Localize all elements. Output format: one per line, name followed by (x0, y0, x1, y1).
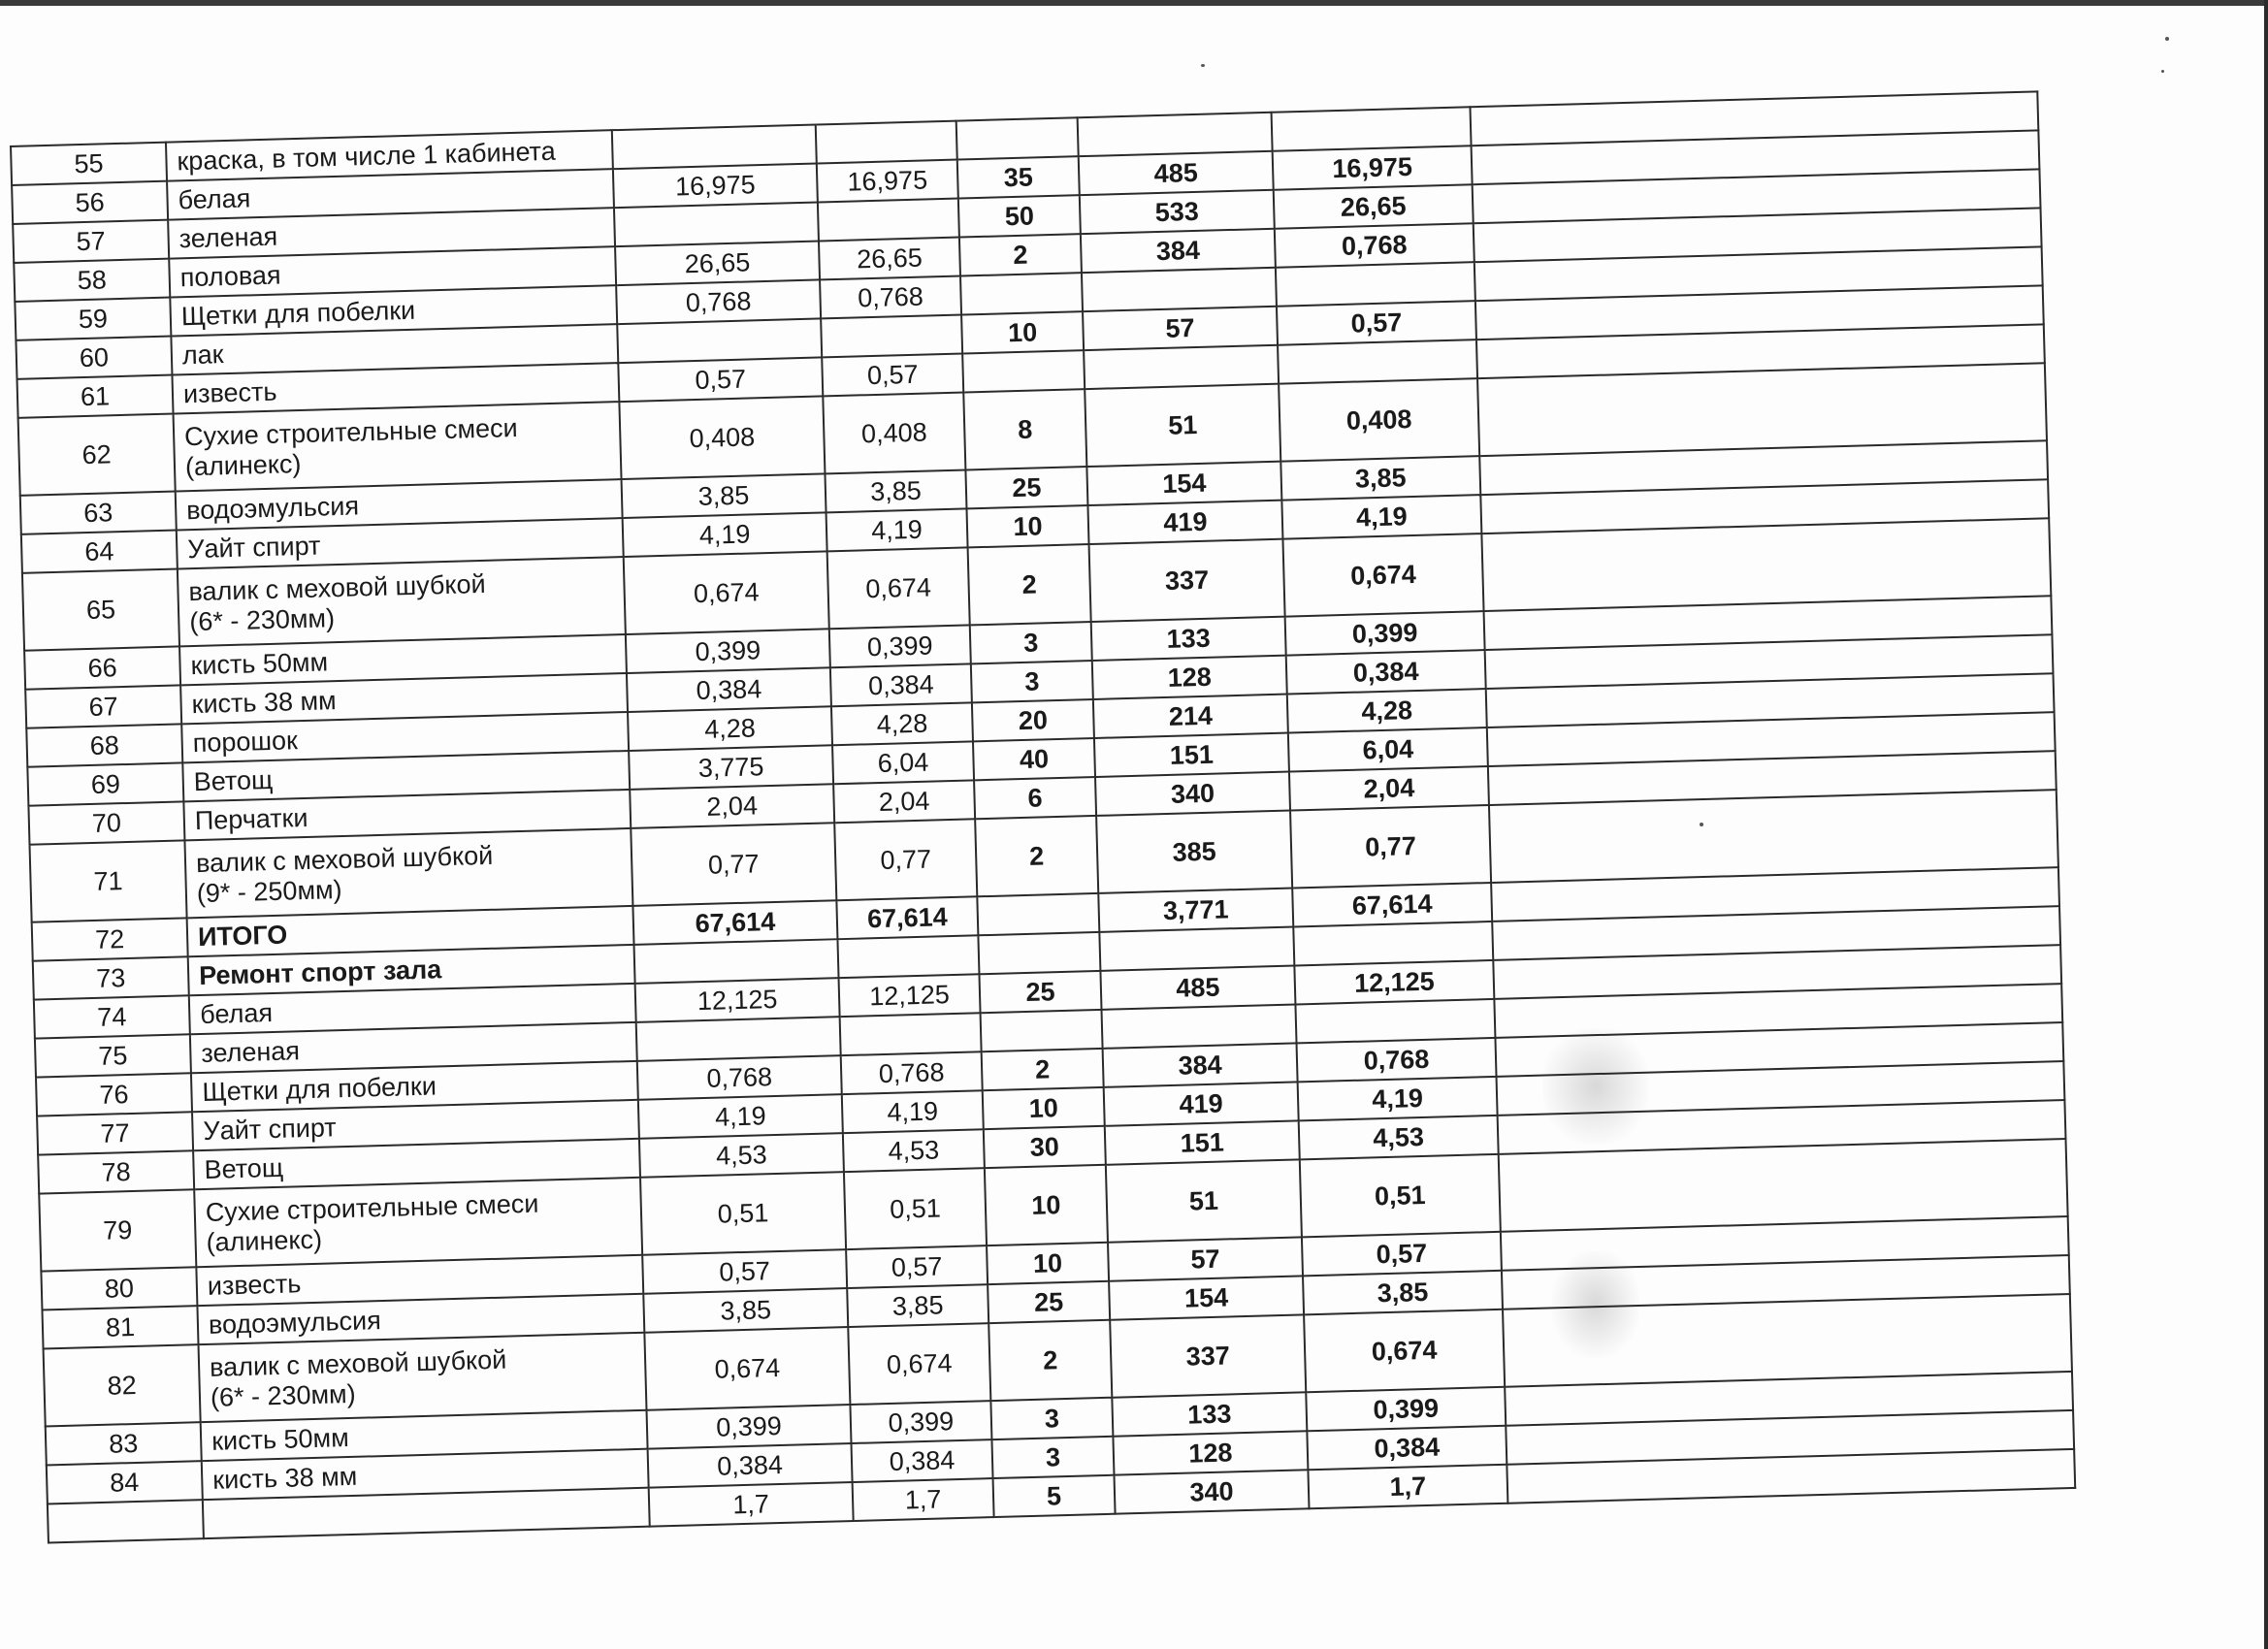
sum-cell: 0,51 (1300, 1154, 1501, 1238)
item-name-line-2: (алинекс) (206, 1224, 323, 1257)
quantity-cell: 2 (959, 234, 1082, 275)
amount-cell-2 (837, 935, 979, 978)
quantity-cell: 3 (970, 622, 1092, 663)
amount-cell: 0,768 (616, 279, 821, 324)
amount-cell: 0,57 (642, 1249, 847, 1294)
scan-speck (1201, 64, 1205, 67)
amount-cell-2: 0,399 (829, 625, 971, 667)
item-name-line: кисть 50мм (211, 1422, 350, 1456)
quantity-cell: 10 (985, 1165, 1108, 1245)
quantity-cell (977, 893, 1099, 935)
price-cell (1099, 927, 1294, 971)
sum-cell: 12,125 (1294, 960, 1494, 1005)
sum-cell: 26,65 (1274, 184, 1474, 229)
amount-cell (636, 1017, 841, 1061)
amount-cell-2: 0,674 (827, 547, 970, 629)
amount-cell (634, 939, 839, 984)
sum-cell: 0,384 (1307, 1426, 1507, 1471)
price-cell: 57 (1108, 1237, 1303, 1280)
amount-cell: 16,975 (613, 164, 818, 209)
quantity-cell: 40 (973, 738, 1095, 780)
amount-cell-2: 0,384 (830, 663, 972, 706)
price-cell: 385 (1096, 811, 1292, 893)
amount-cell: 0,384 (627, 667, 831, 712)
price-cell (1082, 268, 1277, 311)
row-number: 60 (16, 337, 172, 379)
price-cell: 51 (1085, 384, 1280, 467)
row-number: 71 (30, 840, 187, 922)
amount-cell: 3,85 (643, 1288, 848, 1333)
item-name-line: известь (182, 376, 277, 408)
amount-cell: 4,28 (628, 706, 832, 751)
amount-cell-2 (840, 1013, 982, 1055)
price-cell: 340 (1114, 1470, 1309, 1513)
sum-cell: 0,768 (1297, 1038, 1497, 1083)
amount-cell: 0,77 (631, 823, 836, 906)
row-number: 77 (37, 1112, 193, 1154)
amount-cell: 3,85 (622, 473, 826, 518)
sum-cell: 0,57 (1302, 1232, 1502, 1277)
price-cell: 419 (1104, 1082, 1299, 1125)
sum-cell: 0,384 (1286, 650, 1486, 695)
sum-cell: 4,28 (1287, 689, 1487, 733)
quantity-cell: 8 (963, 389, 1086, 469)
scan-top-edge (0, 0, 2268, 6)
quantity-cell: 20 (972, 699, 1094, 741)
amount-cell-2: 3,85 (825, 469, 966, 512)
amount-cell-2: 0,674 (848, 1323, 990, 1405)
amount-cell-2 (818, 199, 959, 242)
row-number: 55 (11, 143, 167, 185)
item-name-line-2: (6* - 230мм) (188, 603, 336, 637)
quantity-cell: 10 (983, 1087, 1105, 1129)
row-number (48, 1500, 204, 1542)
amount-cell: 3,775 (629, 745, 833, 790)
item-name-line: белая (178, 182, 251, 214)
row-number: 78 (38, 1150, 194, 1193)
amount-cell-2: 4,28 (831, 702, 973, 745)
row-number: 59 (15, 298, 171, 340)
quantity-cell: 25 (965, 467, 1087, 508)
row-number: 68 (26, 724, 182, 766)
quantity-cell: 2 (982, 1049, 1104, 1090)
quantity-cell: 6 (974, 777, 1096, 819)
amount-cell: 67,614 (632, 900, 837, 945)
item-name (178, 557, 626, 646)
amount-cell: 4,53 (639, 1133, 844, 1178)
sum-cell: 16,975 (1273, 146, 1473, 190)
amount-cell-2: 67,614 (836, 896, 978, 939)
price-cell: 154 (1109, 1276, 1304, 1319)
price-cell: 128 (1092, 656, 1287, 699)
row-number: 58 (14, 259, 170, 302)
materials-table (10, 90, 2076, 1543)
row-number: 79 (39, 1189, 196, 1271)
item-name-line: Щетки для побелки (202, 1070, 437, 1107)
amount-cell (617, 318, 822, 363)
row-number: 80 (41, 1267, 197, 1310)
row-number: 56 (12, 181, 168, 224)
item-name-line: лак (181, 339, 224, 370)
price-cell: 419 (1087, 501, 1282, 544)
item-name-line: зеленая (200, 1035, 301, 1068)
quantity-cell: 30 (984, 1126, 1106, 1168)
scan-right-edge (2264, 0, 2268, 1649)
price-cell (1102, 1004, 1297, 1048)
quantity-cell: 50 (958, 195, 1081, 237)
price-cell: 337 (1110, 1314, 1306, 1397)
sum-cell: 0,768 (1275, 223, 1474, 268)
sum-cell (1276, 262, 1475, 307)
quantity-cell: 5 (993, 1475, 1116, 1517)
quantity-cell: 25 (988, 1281, 1110, 1323)
item-name (199, 1333, 647, 1422)
row-number: 65 (22, 568, 179, 650)
quantity-cell: 10 (987, 1243, 1109, 1284)
row-number: 61 (17, 375, 174, 418)
quantity-cell: 3 (991, 1437, 1114, 1478)
price-cell: 214 (1093, 695, 1288, 738)
sum-cell: 0,77 (1290, 805, 1491, 889)
quantity-cell: 2 (988, 1320, 1112, 1401)
amount-cell: 4,19 (638, 1094, 843, 1139)
quantity-cell (962, 350, 1085, 392)
sum-cell: 67,614 (1292, 883, 1492, 927)
amount-cell-2: 0,768 (820, 276, 961, 319)
row-number: 70 (28, 801, 184, 844)
amount-cell-2: 1,7 (853, 1478, 994, 1521)
row-number: 64 (21, 530, 178, 572)
amount-cell-2: 4,19 (842, 1090, 984, 1133)
amount-cell: 0,674 (644, 1327, 850, 1410)
item-name (184, 828, 632, 918)
item-name-line: Сухие строительные смеси (183, 412, 519, 452)
item-name-line: кисть 50мм (190, 646, 329, 680)
quantity-cell: 2 (968, 544, 1091, 625)
price-cell (1078, 113, 1273, 156)
scan-speck (2165, 37, 2169, 41)
row-number: 63 (20, 492, 177, 534)
item-name-line-2: (9* - 250мм) (196, 875, 342, 909)
quantity-cell: 10 (966, 505, 1088, 547)
amount-cell: 0,768 (637, 1055, 842, 1100)
item-name-line: Ветощ (204, 1152, 284, 1184)
price-cell (1084, 345, 1279, 389)
table-body (11, 91, 2075, 1542)
amount-cell: 0,399 (626, 629, 830, 673)
quantity-cell: 35 (957, 156, 1080, 198)
item-name-line: кисть 38 мм (191, 685, 337, 719)
quantity-cell: 25 (979, 971, 1101, 1013)
amount-cell-2: 3,85 (847, 1284, 988, 1327)
item-name (174, 402, 622, 491)
amount-cell-2: 0,57 (846, 1245, 988, 1288)
row-number: 57 (13, 220, 169, 263)
price-cell: 384 (1103, 1043, 1298, 1086)
price-cell: 128 (1113, 1431, 1308, 1474)
amount-cell-2: 16,975 (817, 160, 958, 203)
sum-cell: 0,674 (1282, 534, 1483, 617)
quantity-cell: 3 (971, 661, 1093, 702)
quantity-cell (956, 117, 1079, 159)
price-cell: 337 (1089, 539, 1285, 622)
quantity-cell: 2 (975, 816, 1098, 896)
sum-cell (1278, 340, 1477, 384)
row-number: 72 (32, 918, 188, 960)
row-number: 82 (44, 1344, 201, 1426)
row-number: 83 (46, 1422, 202, 1465)
item-name-line: зеленая (178, 221, 278, 253)
amount-cell-2: 0,384 (852, 1439, 993, 1482)
amount-cell: 0,57 (618, 357, 823, 402)
quantity-cell: 10 (961, 311, 1084, 353)
price-cell: 154 (1086, 462, 1281, 505)
item-name-line: известь (207, 1268, 302, 1301)
item-name-line: краска, в том числе 1 кабинета (177, 136, 557, 176)
item-name-line: порошок (192, 725, 299, 758)
amount-cell (614, 202, 819, 246)
price-cell: 3,771 (1098, 889, 1293, 932)
quantity-cell (978, 932, 1100, 974)
row-number: 81 (42, 1306, 198, 1348)
amount-cell: 26,65 (615, 241, 820, 285)
sum-cell: 4,19 (1298, 1077, 1498, 1121)
item-name-line: Ремонт спорт зала (198, 954, 442, 990)
price-cell: 51 (1106, 1159, 1302, 1242)
sum-cell: 4,53 (1299, 1116, 1499, 1160)
amount-cell-2: 0,57 (822, 354, 963, 397)
row-number: 74 (34, 995, 190, 1038)
item-name-line: валик с меховой шубкой (209, 1344, 507, 1382)
price-cell: 133 (1112, 1392, 1307, 1436)
sum-cell: 0,399 (1285, 611, 1485, 656)
quantity-cell (960, 273, 1083, 314)
price-cell: 57 (1083, 307, 1278, 350)
price-cell: 151 (1094, 733, 1289, 777)
item-name-line: валик с меховой шубкой (188, 568, 487, 607)
sum-cell: 4,19 (1281, 495, 1481, 539)
item-name-line: белая (199, 997, 274, 1029)
row-number: 66 (24, 646, 180, 689)
price-cell: 133 (1091, 617, 1286, 661)
price-cell: 485 (1079, 151, 1274, 195)
row-number: 76 (36, 1073, 192, 1116)
amount-cell: 0,51 (640, 1172, 846, 1255)
row-number: 73 (33, 956, 189, 999)
price-cell: 340 (1095, 772, 1290, 816)
amount-cell-2: 4,53 (843, 1129, 985, 1172)
sum-cell: 0,408 (1279, 378, 1479, 462)
spreadsheet-page (10, 90, 2076, 1543)
amount-cell-2: 4,19 (826, 508, 968, 551)
amount-cell-2: 12,125 (839, 974, 981, 1017)
item-name-line: Сухие строительные смеси (205, 1188, 539, 1227)
amount-cell-2: 26,65 (819, 238, 960, 280)
amount-cell: 0,384 (648, 1443, 853, 1488)
amount-cell: 1,7 (649, 1482, 854, 1527)
row-number: 67 (25, 685, 181, 728)
item-name-line-2: (алинекс) (184, 449, 302, 482)
amount-cell: 0,399 (647, 1405, 852, 1449)
price-cell: 533 (1080, 190, 1275, 234)
amount-cell-2: 0,77 (834, 819, 977, 900)
row-number: 75 (35, 1034, 191, 1077)
amount-cell: 2,04 (630, 784, 834, 828)
item-name-line: Ветощ (193, 764, 274, 796)
sum-cell: 6,04 (1288, 728, 1488, 772)
amount-cell-2: 6,04 (832, 741, 974, 784)
scan-speck (2161, 70, 2164, 73)
sum-cell (1293, 922, 1493, 966)
item-name-line: кисть 38 мм (211, 1461, 358, 1495)
sum-cell: 3,85 (1280, 456, 1480, 501)
sum-cell (1295, 999, 1495, 1044)
sum-cell: 0,57 (1277, 301, 1476, 345)
item-name-line: ИТОГО (197, 920, 288, 952)
amount-cell: 0,408 (619, 396, 825, 479)
item-name-line: Уайт спирт (186, 530, 321, 564)
amount-cell-2: 2,04 (833, 780, 975, 823)
quantity-cell: 3 (990, 1398, 1113, 1439)
sum-cell: 2,04 (1289, 766, 1489, 811)
amount-cell: 12,125 (635, 978, 840, 1022)
item-name (194, 1178, 642, 1267)
row-number: 84 (47, 1461, 203, 1504)
amount-cell-2 (816, 121, 957, 164)
amount-cell: 4,19 (623, 512, 827, 557)
price-cell: 485 (1100, 965, 1295, 1009)
price-cell: 384 (1081, 229, 1276, 273)
sum-cell: 3,85 (1303, 1271, 1503, 1315)
item-name-line: водоэмульсия (185, 490, 360, 525)
item-name-line: валик с меховой шубкой (195, 840, 494, 879)
quantity-cell (981, 1010, 1103, 1051)
amount-cell-2: 0,399 (850, 1401, 991, 1443)
amount-cell (612, 125, 817, 170)
sum-cell: 0,674 (1304, 1310, 1505, 1393)
row-number: 69 (27, 762, 183, 805)
item-name-line: Щетки для побелки (180, 295, 416, 331)
item-name-line: Уайт спирт (203, 1112, 338, 1146)
price-cell: 151 (1105, 1120, 1300, 1164)
item-name-line: Перчатки (194, 802, 308, 835)
amount-cell-2: 0,408 (823, 392, 965, 473)
amount-cell: 0,674 (624, 551, 829, 634)
amount-cell-2: 0,51 (844, 1168, 987, 1249)
item-name-line-2: (6* - 230мм) (210, 1378, 357, 1412)
amount-cell-2 (821, 315, 962, 358)
sum-cell: 0,399 (1306, 1387, 1506, 1432)
sum-cell (1272, 107, 1472, 151)
item-name-line: водоэмульсия (208, 1305, 382, 1340)
sum-cell: 1,7 (1308, 1465, 1507, 1509)
row-number: 62 (18, 414, 176, 496)
amount-cell-2: 0,768 (841, 1051, 983, 1094)
item-name-line: половая (179, 259, 281, 292)
